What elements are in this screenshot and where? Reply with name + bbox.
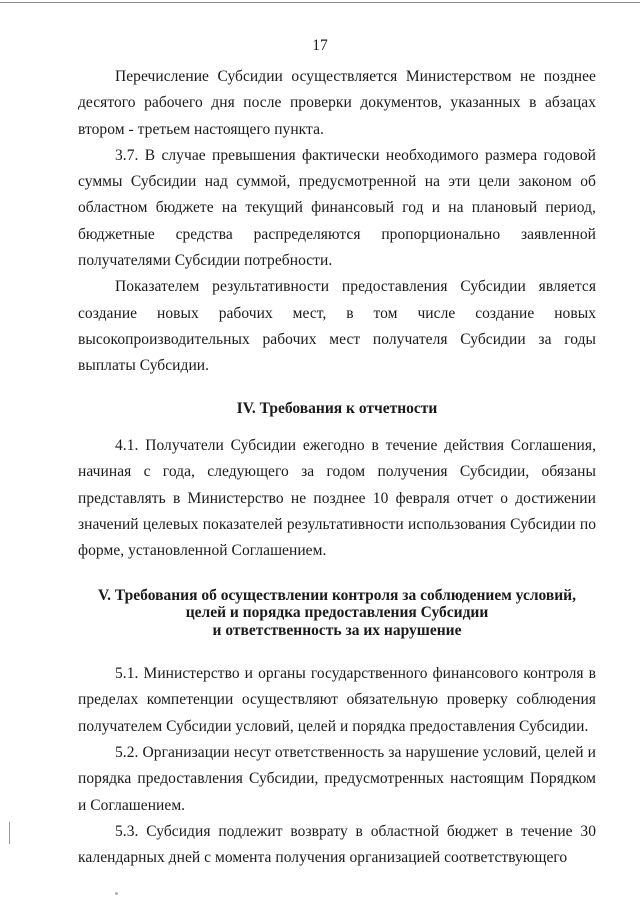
paragraph-5-2: 5.2. Организации несут ответственность за нарушение условий, целей и порядка предоставления Субсидии, предусмотренных настоящим Порядком и Соглашением.: [78, 743, 596, 814]
spacer: [78, 417, 596, 433]
document-body: [78, 64, 596, 871]
heading-line: и ответственность за их нарушение: [212, 621, 462, 639]
paragraph-4-1: 4.1. Получатели Субсидии ежегодно в течение действия Соглашения, начиная с года, следующего за годом получения Субсидии, обязаны представлять в Министерство не позднее 10 февраля отчет о достижении значений целевых показателей результативности использования Субсидии по форме, установленной Соглашением.: [78, 437, 596, 560]
top-border-line: [0, 2, 640, 3]
heading-line: IV. Требования к отчетности: [236, 399, 438, 417]
spacer: [78, 639, 596, 661]
page-number: 17: [312, 37, 328, 54]
paragraph-transfer: Перечисление Субсидии осуществляется Министерством не позднее десятого рабочего дня после проверки документов, указанных в абзацах втором - третьем настоящего пункта.: [78, 68, 596, 138]
paragraph-3-7: 3.7. В случае превышения фактически необходимого размера годовой суммы Субсидии над суммой, предусмотренной на эти цели законом об областном бюджете на текущий финансовый год и на плановый период, бюджетные средства распределяются пропорционально заявленной получателями Субсидии потребности.: [78, 146, 596, 270]
paragraph-5-3: 5.3. Субсидия подлежит возврату в областной бюджет в течение 30 календарных дней с момента получения организацией соответствующего: [78, 822, 596, 867]
heading-line: V. Требования об осуществлении контроля за соблюдением условий,: [97, 586, 576, 604]
spacer: [78, 565, 596, 587]
scan-mark: [9, 822, 10, 844]
section-heading-v: [78, 587, 596, 640]
section-heading-iv: [78, 400, 596, 418]
heading-line: целей и порядка предоставления Субсидии: [185, 604, 489, 622]
scan-dot: [115, 892, 118, 895]
paragraph-performance-indicator: Показателем результативности предоставления Субсидии является создание новых рабочих мест, в том числе создание новых высокопроизводительных рабочих мест получателя Субсидии за годы выплаты Субсидии.: [78, 278, 596, 375]
spacer: [78, 380, 596, 400]
paragraph-5-1: 5.1. Министерство и органы государственного финансового контроля в пределах компетенции осуществляют обязательную проверку соблюдения получателем Субсидии условий, целей и порядка предоставления Субсидии.: [78, 665, 596, 735]
